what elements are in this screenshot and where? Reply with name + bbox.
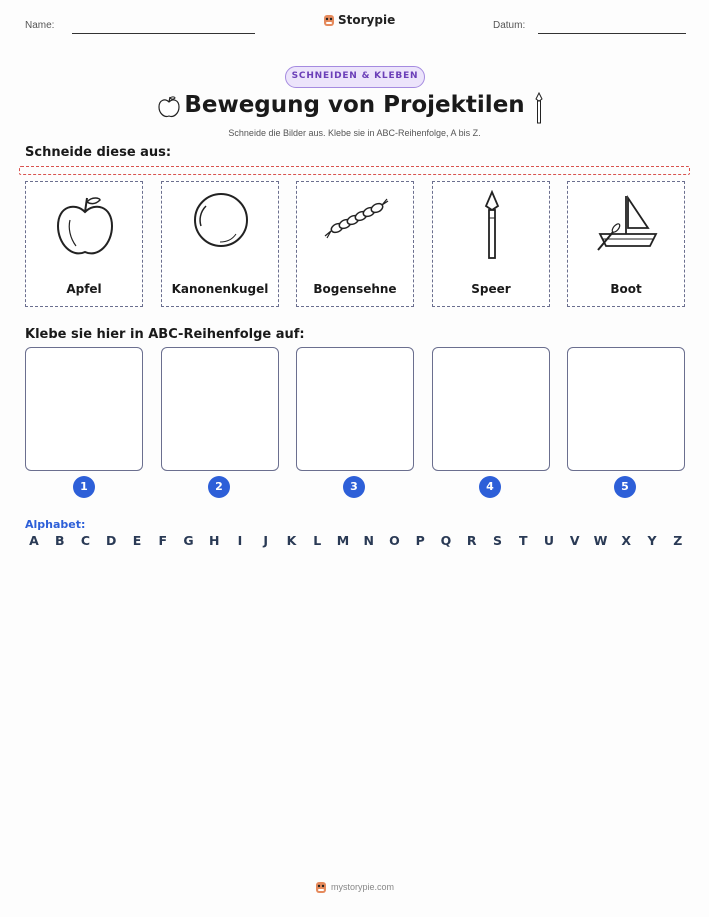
storypie-logo-icon	[315, 880, 327, 894]
spear-icon	[532, 92, 546, 124]
bowstring-icon	[321, 190, 391, 260]
card-label: Kanonenkugel	[171, 282, 269, 296]
slot-number-badge: 4	[479, 476, 501, 498]
alphabet-letter: L	[313, 533, 322, 548]
slot-number-badge: 1	[73, 476, 95, 498]
alphabet-letter: E	[132, 533, 142, 548]
spear-icon	[457, 190, 527, 260]
footer-url[interactable]: mystorypie.com	[330, 882, 394, 892]
alphabet-letter: I	[237, 533, 243, 548]
name-line[interactable]	[72, 33, 255, 34]
date-label: Datum:	[493, 20, 526, 31]
cut-guide-line	[19, 166, 690, 175]
paste-section-title: Klebe sie hier in ABC-Reihenfolge auf:	[25, 327, 305, 342]
alphabet-letter: T	[518, 533, 528, 548]
alphabet-letter: Z	[673, 533, 683, 548]
alphabet-letter: M	[336, 533, 350, 548]
alphabet-letter: S	[492, 533, 502, 548]
alphabet-letter: A	[29, 533, 39, 548]
paste-slot-3[interactable]	[296, 347, 414, 471]
apple-icon	[50, 190, 120, 260]
alphabet-letter: W	[593, 533, 608, 548]
alphabet-letter: H	[209, 533, 220, 548]
cut-card-cannonball[interactable]	[161, 181, 279, 307]
footer	[0, 880, 709, 894]
alphabet-letter: D	[106, 533, 117, 548]
alphabet-row	[25, 533, 687, 548]
logo-text: Storypie	[338, 13, 396, 27]
name-label: Name:	[25, 20, 55, 31]
alphabet-letter: U	[543, 533, 555, 548]
alphabet-letter: B	[54, 533, 65, 548]
alphabet-letter: J	[263, 533, 269, 548]
card-label: Boot	[610, 282, 642, 296]
paste-slot-1[interactable]	[25, 347, 143, 471]
alphabet-letter: X	[621, 533, 632, 548]
alphabet-letter: C	[80, 533, 91, 548]
alphabet-letter: Y	[647, 533, 657, 548]
alphabet-letter: P	[415, 533, 425, 548]
storypie-logo-icon	[323, 13, 335, 27]
cut-card-bowstring[interactable]	[296, 181, 414, 307]
boat-icon	[592, 190, 662, 260]
storypie-logo	[323, 13, 395, 27]
cut-card-spear[interactable]	[432, 181, 550, 307]
cut-card-boat[interactable]	[567, 181, 685, 307]
slot-number-badge: 3	[343, 476, 365, 498]
alphabet-letter: R	[466, 533, 477, 548]
slot-number-badge: 2	[208, 476, 230, 498]
card-label: Bogensehne	[313, 282, 397, 296]
instructions: Schneide die Bilder aus. Klebe sie in ABC-Reihenfolge, A bis Z.	[228, 128, 481, 138]
slot-number-badge: 5	[614, 476, 636, 498]
alphabet-letter: O	[389, 533, 400, 548]
page-title: Bewegung von Projektilen	[184, 92, 525, 118]
cannonball-icon	[186, 190, 256, 260]
paste-slot-2[interactable]	[161, 347, 279, 471]
alphabet-letter: K	[286, 533, 297, 548]
alphabet-letter: G	[183, 533, 194, 548]
cut-section-title: Schneide diese aus:	[25, 145, 172, 160]
alphabet-title: Alphabet:	[25, 518, 86, 531]
alphabet-letter: V	[569, 533, 580, 548]
alphabet-letter: F	[158, 533, 168, 548]
cut-card-apple[interactable]	[25, 181, 143, 307]
card-label: Speer	[471, 282, 511, 296]
paste-slot-5[interactable]	[567, 347, 685, 471]
date-line[interactable]	[538, 33, 686, 34]
alphabet-letter: N	[363, 533, 374, 548]
activity-badge: SCHNEIDEN & KLEBEN	[285, 66, 425, 88]
card-label: Apfel	[66, 282, 102, 296]
paste-slot-4[interactable]	[432, 347, 550, 471]
alphabet-letter: Q	[440, 533, 452, 548]
